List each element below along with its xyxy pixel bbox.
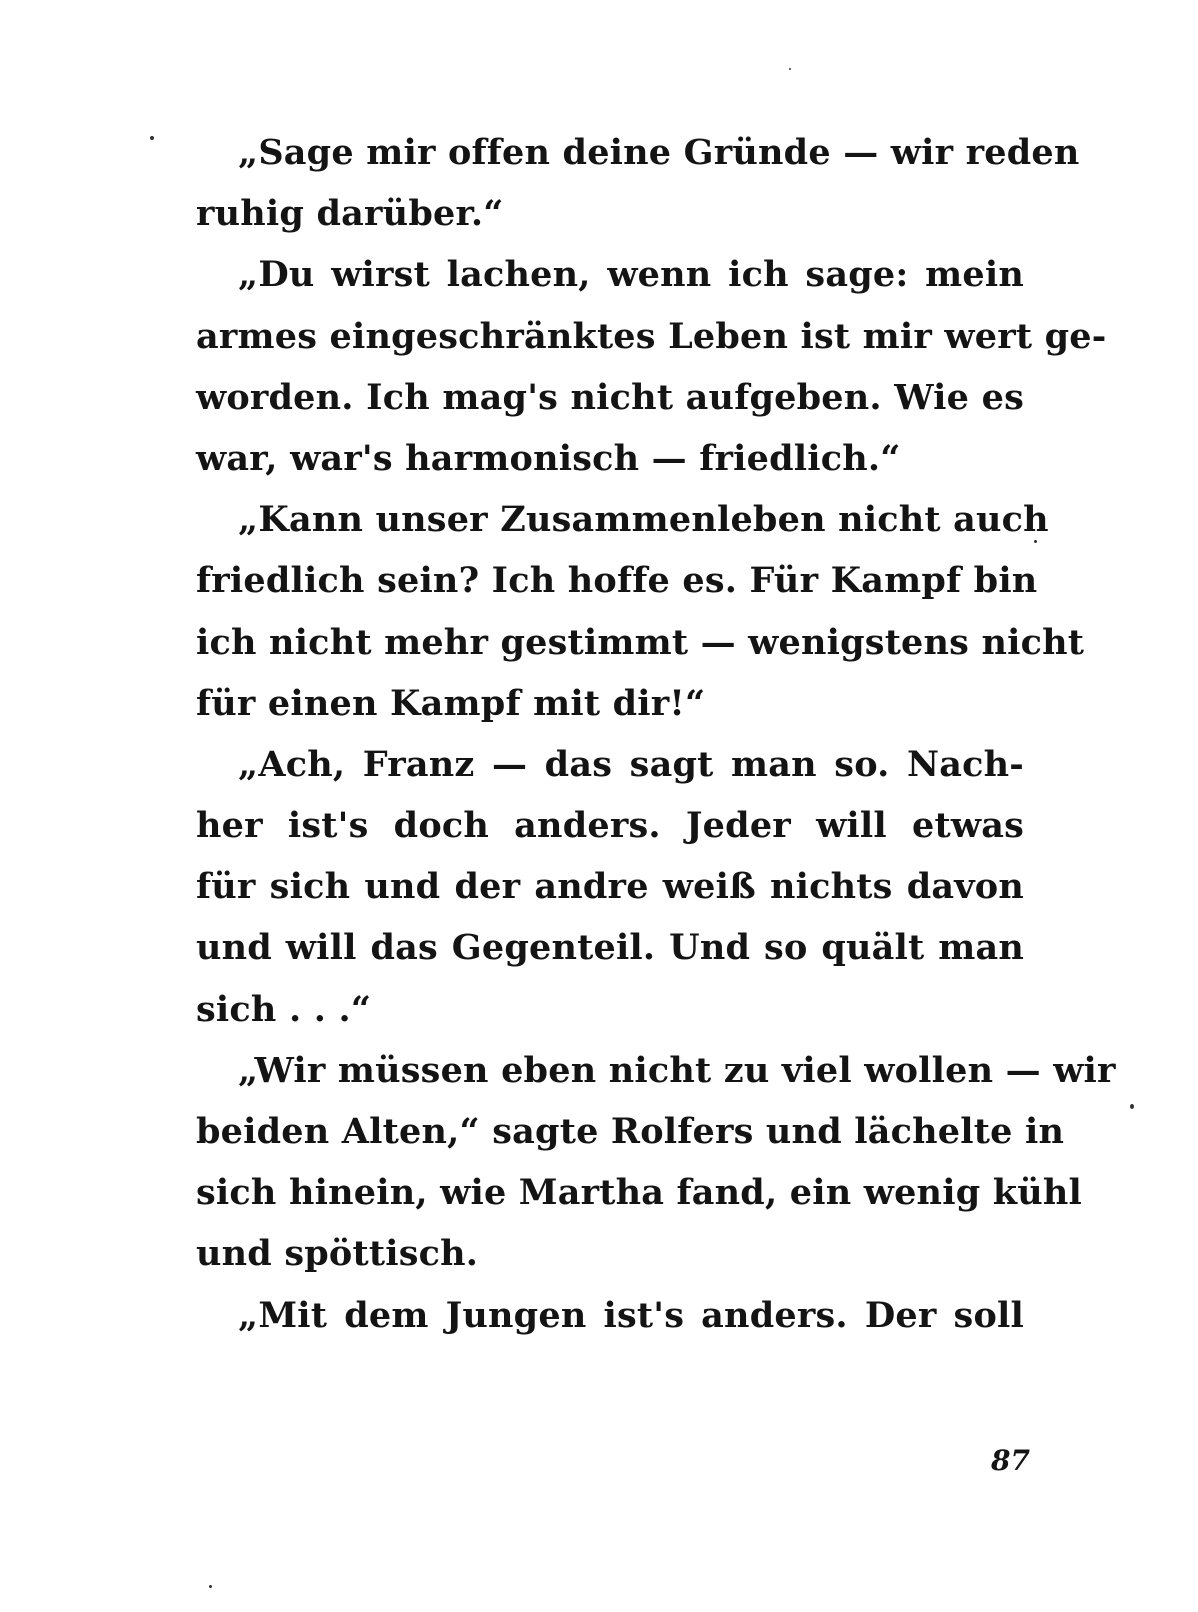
- scan-speck: [150, 136, 154, 140]
- text-line-15: sich . . .“: [196, 988, 372, 1030]
- text-line-4: armes eingeschränktes Leben ist mir wert ge-: [196, 315, 1107, 357]
- text-line-18: sich hinein, wie Martha fand, ein wenig kühl: [196, 1172, 1082, 1214]
- scan-speck: [209, 1585, 212, 1588]
- text-line-7: „Kann unser Zusammenleben nicht auch: [238, 499, 1049, 541]
- text-line-13: für sich und der andre weiß nichts davon: [196, 866, 1024, 908]
- text-line-5: worden. Ich mag's nicht aufgeben. Wie es: [196, 376, 1024, 418]
- text-line-3: „Du wirst lachen, wenn ich sage: mein: [238, 254, 1024, 296]
- text-line-20: „Mit dem Jungen ist's anders. Der soll: [238, 1294, 1024, 1336]
- scan-speck: [789, 68, 791, 70]
- scan-speck: [1130, 1104, 1134, 1109]
- body-text: [196, 122, 1116, 1346]
- text-line-19: und spöttisch.: [196, 1233, 479, 1275]
- page-number: 87: [991, 1444, 1030, 1477]
- text-line-11: „Ach, Franz — das sagt man so. Nach-: [238, 743, 1024, 785]
- text-line-16: „Wir müssen eben nicht zu viel wollen — wir: [238, 1049, 1116, 1091]
- text-line-10: für einen Kampf mit dir!“: [196, 682, 706, 724]
- scan-speck: [1034, 540, 1037, 543]
- text-line-8: friedlich sein? Ich hoffe es. Für Kampf bin: [196, 560, 1038, 602]
- text-line-2: ruhig darüber.“: [196, 193, 504, 235]
- text-line-12: her ist's doch anders. Jeder will etwas: [196, 805, 1024, 847]
- text-line-17: beiden Alten,“ sagte Rolfers und lächelte in: [196, 1111, 1065, 1152]
- text-line-6: war, war's harmonisch — friedlich.“: [196, 437, 901, 479]
- text-line-1: „Sage mir offen deine Gründe — wir reden: [238, 132, 1080, 173]
- text-line-9: ich nicht mehr gestimmt — wenigstens nicht: [196, 621, 1085, 663]
- text-line-14: und will das Gegenteil. Und so quält man: [196, 927, 1024, 969]
